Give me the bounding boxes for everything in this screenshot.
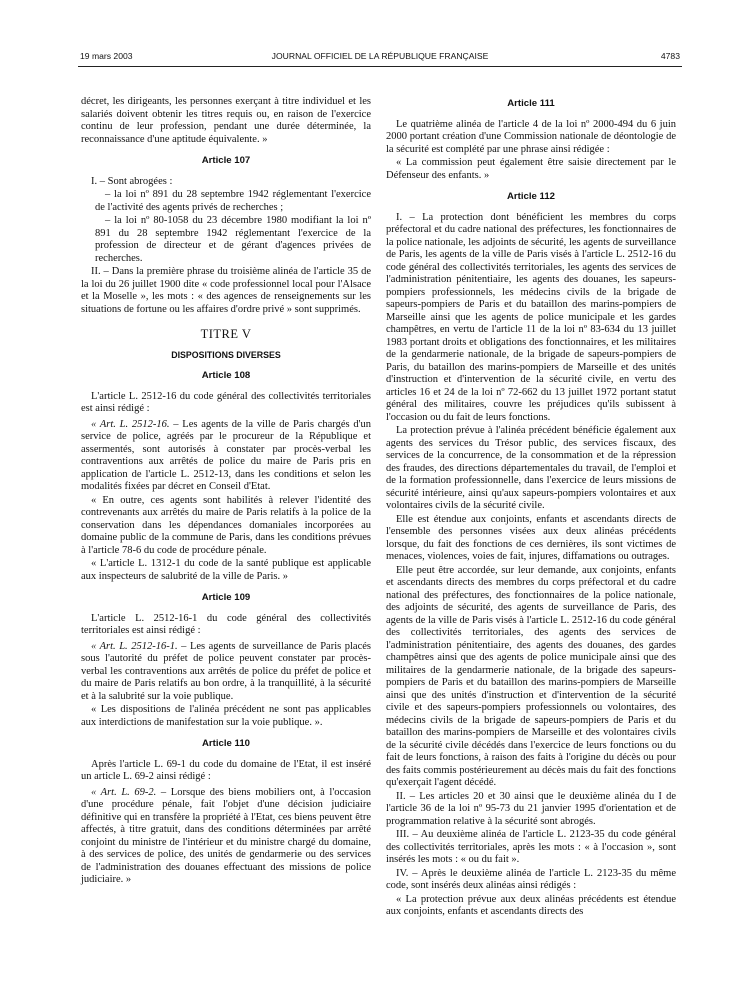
article-111-heading: Article 111 <box>507 98 555 109</box>
left-column <box>81 96 371 888</box>
header-rule <box>78 66 682 67</box>
article-108-quote <box>81 419 371 494</box>
article-112-section-iv: IV. – Après le deuxième alinéa de l'article L. 2123-35 du même code, sont insérés deux alinéas ainsi rédigés : <box>386 867 676 891</box>
article-110-quote <box>81 787 371 887</box>
article-108-heading: Article 108 <box>201 370 251 381</box>
article-112-paragraph: Elle peut être accordée, sur leur demande, aux conjoints, enfants et ascendants directs des membres du corps préfectoral et du cadre national des préfectures, des fonctionnaires de la police nationale, des adjoints de sécurité, des agents de surveillance de Paris, des agents de la ville de Paris visés à l'article L. 2512-16 du code général des collectivités territoriales, des agents des services de l'administration pénitentiaire, des agents des douanes, des gardes champêtres ainsi que des agents de police municipale ainsi que des militaires de la gendarmerie nationale, de la brigade des sapeurs-pompiers de Paris et du bataillon des marins-pompiers de Marseille ainsi que des unités d'instruction et d'intervention de la sécurité civile et des sapeurs-pompiers professionnels ou volontaires, des médecins civils de la brigade de sapeurs-pompiers de Paris et du bataillon des marins-pompiers de Marseille et des volontaires civils de la sécurité civile décédés dans l'exercice de leurs fonctions ou du fait de leurs fonctions, à raison des faits à l'origine du décès ou pour des faits commis postérieurement au décès mais du fait des fonctions qu'exerçait l'agent décédé. <box>386 564 676 788</box>
header-title: JOURNAL OFFICIEL DE LA RÉPUBLIQUE FRANÇAISE <box>271 51 489 61</box>
header-date: 19 mars 2003 <box>80 51 133 61</box>
article-109-paragraph: L'article L. 2512-16-1 du code général des collectivités territoriales est ainsi rédigé : <box>81 612 371 636</box>
article-110-ref: « Art. L. 69-2. <box>91 786 157 798</box>
article-108-paragraph: L'article L. 2512-16 du code général des collectivités territoriales est ainsi rédigé : <box>81 390 371 414</box>
article-108-quote-text: – Les agents de la ville de Paris chargés d'un service de police, agréés par le procureur de la République et assermentés, sont autorisés à constater par procès-verbal les contraventions aux arrêtés de police du maire de Paris pris en application de l'article L. 2512-13, dans les conditions et selon les modalités fixées par décret en Conseil d'Etat. <box>81 418 371 492</box>
article-110-heading: Article 110 <box>201 738 250 749</box>
article-108-ref: « Art. L. 2512-16. <box>91 418 170 430</box>
article-109-heading: Article 109 <box>201 592 251 603</box>
page-header <box>80 51 680 65</box>
article-107-section-i: I. – Sont abrogées : <box>91 175 173 187</box>
article-112-heading: Article 112 <box>506 191 555 202</box>
article-112-paragraph: Elle est étendue aux conjoints, enfants et ascendants directs de l'ensemble des personnes visées aux deux alinéas précédents lorsque, du fait des fonctions de ces dernières, ils sont victimes de menaces, violences, voies de fait, injures, diffamations ou outrages. <box>386 513 676 562</box>
article-112-paragraph: La protection prévue à l'alinéa précédent bénéficie également aux agents des services du Trésor public, des services fiscaux, des services de la concurrence, de la consommation et de la répression des fraudes, des directions départementales du travail, de l'emploi et de la formation professionnelle, dans l'exercice de leurs missions de sécurité intérieure, ainsi qu'aux sapeurs-pompiers volontaires et aux volontaires civils de la sécurité civile. <box>386 425 676 511</box>
article-111-quote: « La commission peut également être saisie directement par le Défenseur des enfants. » <box>386 157 676 181</box>
article-112-section-i: I. – La protection dont bénéficient les membres du corps préfectoral et du cadre national des préfectures, les fonctionnaires de la police nationale, les adjoints de sécurité, les agents de surveillance de Paris, les agents de la ville de Paris visés à l'article L. 2512-16 du code général des collectivités territoriales, les agents des services de l'administration pénitentiaire, les agents des douanes, les sapeurs-pompiers professionnels, les médecins civils de la brigade de sapeurs-pompiers de Paris et du bataillon des marins-pompiers de Marseille ainsi que les agents de police municipale et les gardes champêtres, en vertu de l'article 11 de la loi nº 83-634 du 13 juillet 1983 portant droits et obligations des fonctionnaires, et les militaires de la gendarmerie nationale, de la brigade de sapeurs-pompiers de Paris, du bataillon des marins-pompiers de Marseille et des unités d'instruction et d'intervention de la sécurité civile, en vertu des articles 16 et 24 de la loi nº 72-662 du 13 juillet 1972 portant statut général des militaires, couvre les préjudices qu'ils subissent à l'occasion ou du fait de leurs fonctions. <box>386 211 676 423</box>
article-112-section-iii: III. – Au deuxième alinéa de l'article L. 2123-35 du code général des collectivités territoriales, après les mots : « à l'occasion », sont insérés les mots : « ou du fait ». <box>386 829 676 865</box>
article-107-dash-2: – la loi nº 80-1058 du 23 décembre 1980 modifiant la loi nº 891 du 28 septembre 1942 réglementant l'exercice de la profession de directeur et de gérant d'agences privées de recherches. <box>95 215 371 264</box>
article-112-quote: « La protection prévue aux deux alinéas précédents est étendue aux conjoints, enfants et ascendants directs des <box>386 893 676 917</box>
article-108-paragraph: « L'article L. 1312-1 du code de la santé publique est applicable aux inspecteurs de salubrité de la ville de Paris. » <box>81 558 371 582</box>
article-110-paragraph: Après l'article L. 69-1 du code du domaine de l'Etat, il est inséré un article L. 69-2 ainsi rédigé : <box>81 758 371 782</box>
article-107-heading: Article 107 <box>201 155 251 166</box>
article-112-section-ii: II. – Les articles 20 et 30 ainsi que le deuxième alinéa du I de l'article 36 de la loi nº 95-73 du 21 janvier 1995 d'orientation et de programmation relative à la sécurité sont abrogés. <box>386 790 676 827</box>
continued-paragraph: décret, les dirigeants, les personnes exerçant à titre individuel et les salariés doivent obtenir les titres requis ou, en raison de l'exercice continu de leur profession, pendant une durée déterminée, la reconnaissance d'une aptitude équivalente. » <box>81 96 371 145</box>
titre-heading: TITRE V <box>200 327 252 341</box>
right-column <box>386 96 676 920</box>
article-107-section-ii: II. – Dans la première phrase du troisième alinéa de l'article 35 de la loi du 26 juillet 1900 dite « code professionnel local pour l'Alsace et la Moselle », les mots : « des agences de renseignements sur les situations de fortune ou les affaires d'ordre privé » sont supprimés. <box>81 266 371 315</box>
article-109-paragraph: « Les dispositions de l'alinéa précédent ne sont pas applicables aux interdictions de manifestation sur la voie publique. ». <box>81 704 371 728</box>
article-107-dash-1: – la loi nº 891 du 28 septembre 1942 réglementant l'exercice de l'activité des agents privés de recherches ; <box>95 189 371 213</box>
titre-subheading: DISPOSITIONS DIVERSES <box>171 349 281 360</box>
article-110-quote-text: – Lorsque des biens mobiliers ont, à l'occasion d'une procédure pénale, fait l'objet d'une décision judiciaire définitive qui en transfère la propriété à l'Etat, ces biens peuvent être affectés, à titre gratuit, dans des conditions déterminées par arrêté conjoint du ministre de l'intérieur et du ministre chargé du domaine, à des services de police, des unités de gendarmerie ou des services de l'administration des douanes effectuant des missions de police judiciaire. » <box>81 786 371 885</box>
page-number: 4783 <box>660 51 680 61</box>
article-109-quote-text: – Les agents de surveillance de Paris placés sous l'autorité du préfet de police peuvent constater par procès-verbal les contraventions aux arrêtés de police du préfet de police et du maire de Paris relatifs au bon ordre, à la tranquillité, à la sécurité et à la salubrité sur la voie publique. <box>81 640 371 702</box>
article-109-quote <box>81 641 371 704</box>
article-109-ref: « Art. L. 2512-16-1. <box>91 640 178 652</box>
article-108-paragraph: « En outre, ces agents sont habilités à relever l'identité des contrevenants aux arrêtés du maire de Paris relatifs à la police de la conservation dans les dépendances domaniales incorporées au domaine public de la commune de Paris, dans les conditions prévues à l'article 78-6 du code de procédure pénale. <box>81 494 371 556</box>
article-111-paragraph: Le quatrième alinéa de l'article 4 de la loi nº 2000-494 du 6 juin 2000 portant création d'une Commission nationale de déontologie de la sécurité est complété par une phrase ainsi rédigée : <box>386 118 676 155</box>
